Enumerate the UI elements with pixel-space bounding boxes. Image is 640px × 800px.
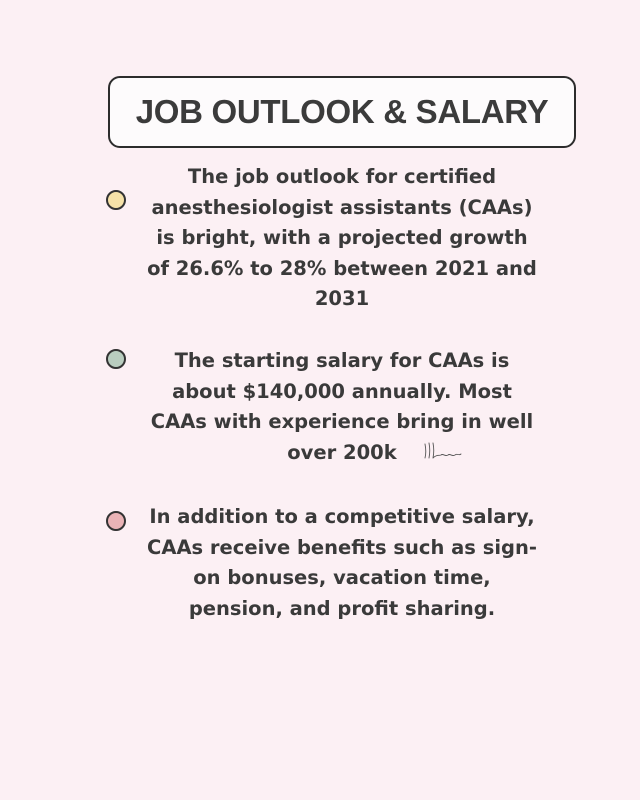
paragraph-line: The job outlook for certified	[187, 165, 497, 188]
bullet-yellow-icon	[106, 190, 126, 210]
paragraph-line: about $140,000 annually. Most	[172, 379, 512, 403]
salary-paragraph	[142, 346, 542, 468]
paragraph-line: 2031	[314, 287, 370, 310]
paragraph-line: on bonuses, vacation time,	[193, 566, 491, 589]
page-title: JOB OUTLOOK & SALARY	[135, 93, 549, 130]
paragraph-line: CAAs receive benefits such as sign-	[147, 535, 537, 559]
paragraph-line: is bright, with a projected growth	[156, 226, 528, 249]
paragraph-line: The starting salary for CAAs is	[174, 349, 510, 372]
title-box	[108, 76, 576, 148]
paragraph-line: anesthesiologist assistants (CAAs)	[151, 195, 533, 219]
outlook-paragraph	[142, 162, 542, 315]
paragraph-line: of 26.6% to 28% between 2021 and	[147, 256, 537, 280]
paragraph-line: over 200k	[287, 440, 397, 464]
bullet-green-icon	[106, 349, 126, 369]
bullet-pink-icon	[106, 511, 126, 531]
paragraph-line: pension, and profit sharing.	[188, 596, 496, 620]
signature-icon	[421, 440, 463, 462]
paragraph-line: CAAs with experience bring in well	[150, 410, 534, 433]
benefits-paragraph	[142, 502, 542, 624]
paragraph-line: In addition to a competitive salary,	[149, 505, 535, 528]
